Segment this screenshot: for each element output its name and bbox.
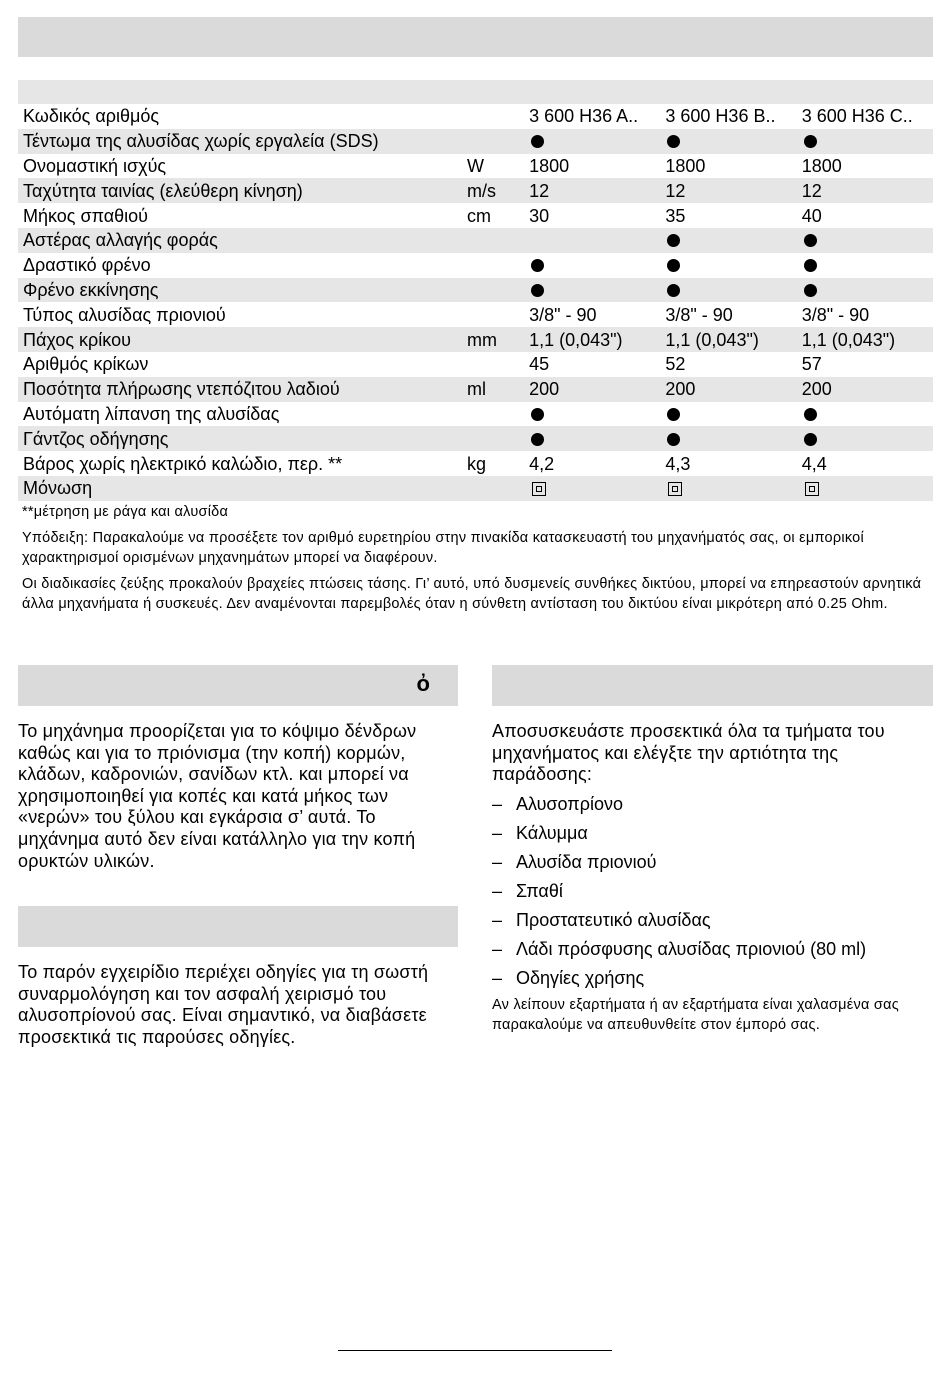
row-label: Τύπος αλυσίδας πριονιού [18, 302, 462, 327]
table-row [18, 154, 933, 179]
table-row [18, 278, 933, 303]
bullet-dot-icon [804, 234, 817, 247]
delivery-intro-text: Αποσυσκευάστε προσεκτικά όλα τα τμήματα του μηχανήματος και ελέγξτε την αρτιότητα της παράδοσης: [492, 721, 885, 785]
footer-rule [338, 1350, 612, 1351]
header-cell [797, 80, 933, 104]
technical-data-table [18, 80, 933, 501]
value-cell: 3 600 H36 B.. [660, 104, 796, 129]
feature-present-cell [797, 228, 933, 253]
feature-present-cell [797, 426, 933, 451]
bullet-dot-icon [531, 433, 544, 446]
row-label: Αυτόματη λίπανση της αλυσίδας [18, 402, 462, 427]
row-label: Μήκος σπαθιού [18, 203, 462, 228]
row-unit [462, 129, 524, 154]
value-cell: 4,4 [797, 451, 933, 476]
row-label: Κωδικός αριθμός [18, 104, 462, 129]
table-header-row [18, 80, 933, 104]
row-label: Φρένο εκκίνησης [18, 278, 462, 303]
header-cell [462, 80, 524, 104]
double-insulation-icon [532, 482, 546, 496]
list-dash: – [492, 968, 503, 988]
row-label: Αριθμός κρίκων [18, 352, 462, 377]
footnote: **μέτρηση με ράγα και αλυσίδα [22, 504, 229, 520]
list-item [492, 820, 866, 849]
bullet-dot-icon [804, 408, 817, 421]
list-item [492, 965, 866, 994]
table-row [18, 178, 933, 203]
row-unit [462, 302, 524, 327]
row-label: Πάχος κρίκου [18, 327, 462, 352]
double-insulation-icon [805, 482, 819, 496]
row-label: Μόνωση [18, 476, 462, 501]
feature-present-cell [524, 253, 660, 278]
list-item-text: Λάδι πρόσφυσης αλυσίδας πριονιού (80 ml) [516, 939, 867, 959]
value-cell: 3/8" - 90 [524, 302, 660, 327]
header-cell [660, 80, 796, 104]
value-cell: 3/8" - 90 [797, 302, 933, 327]
list-dash: – [492, 823, 503, 843]
list-item-text: Αλυσοπρίονο [516, 794, 623, 814]
row-unit [462, 476, 524, 501]
value-cell: 12 [524, 178, 660, 203]
table-row [18, 451, 933, 476]
section-header-intended-use [18, 665, 458, 706]
bullet-dot-icon [667, 433, 680, 446]
value-cell: 200 [660, 377, 796, 402]
bullet-dot-icon [804, 135, 817, 148]
table-row [18, 129, 933, 154]
value-cell: 12 [797, 178, 933, 203]
value-cell: 1800 [524, 154, 660, 179]
list-dash: – [492, 881, 503, 901]
intended-use-text: Το μηχάνημα προορίζεται για το κόψιμο δένδρων καθώς και για το πριόνισμα (την κοπή) κορμών, κλάδων, καδρονιών, σανίδων κτλ. και μπορεί να χρησιμοποιηθεί για κοπές και κατά μήκος των «νερών» του ξύλου και εγκάρσια σ’ αυτά. Το μηχάνημα αυτό δεν είναι κατάλληλο για την κοπή ορυκτών υλικών. [18, 721, 417, 871]
value-cell: 3 600 H36 C.. [797, 104, 933, 129]
table-row [18, 302, 933, 327]
value-cell: 1,1 (0,043") [524, 327, 660, 352]
value-cell: 1800 [660, 154, 796, 179]
insulation-cell [797, 476, 933, 501]
list-dash: – [492, 910, 503, 930]
bullet-dot-icon [531, 284, 544, 297]
row-unit: mm [462, 327, 524, 352]
delivery-items-list [492, 791, 866, 994]
value-cell: 4,2 [524, 451, 660, 476]
bullet-dot-icon [531, 408, 544, 421]
value-cell: 200 [524, 377, 660, 402]
row-unit [462, 253, 524, 278]
feature-present-cell [660, 402, 796, 427]
row-label: Δραστικό φρένο [18, 253, 462, 278]
bullet-dot-icon [531, 135, 544, 148]
list-item-text: Σπαθί [516, 881, 563, 901]
table-row [18, 352, 933, 377]
list-dash: – [492, 852, 503, 872]
value-cell: 52 [660, 352, 796, 377]
bullet-dot-icon [804, 284, 817, 297]
feature-present-cell [797, 278, 933, 303]
list-item [492, 849, 866, 878]
table-row [18, 426, 933, 451]
bullet-dot-icon [667, 284, 680, 297]
value-cell: 3/8" - 90 [660, 302, 796, 327]
list-dash: – [492, 794, 503, 814]
row-unit: kg [462, 451, 524, 476]
row-unit [462, 228, 524, 253]
feature-present-cell [524, 129, 660, 154]
feature-present-cell [660, 278, 796, 303]
table-row [18, 377, 933, 402]
insulation-cell [660, 476, 796, 501]
feature-present-cell [797, 129, 933, 154]
bullet-dot-icon [667, 259, 680, 272]
bullet-dot-icon [531, 259, 544, 272]
list-item-text: Αλυσίδα πριονιού [516, 852, 657, 872]
value-cell: 1,1 (0,043") [660, 327, 796, 352]
feature-present-cell [660, 228, 796, 253]
row-label: Τέντωμα της αλυσίδας χωρίς εργαλεία (SDS) [18, 129, 462, 154]
table-row [18, 476, 933, 501]
table-row [18, 104, 933, 129]
section-header-delivery-scope [492, 665, 933, 706]
row-label: Ποσότητα πλήρωσης ντεπόζιτου λαδιού [18, 377, 462, 402]
insulation-cell [524, 476, 660, 501]
model-number-note: Υπόδειξη: Παρακαλούμε να προσέξετε τον αριθμό ευρετηρίου στην πινακίδα κατασκευαστή του μηχανήματός σας, οι εμπορικοί χαρακτηρισμοί ορισμένων μηχανημάτων μπορεί να διαφέρουν. [22, 530, 864, 566]
row-unit: W [462, 154, 524, 179]
value-cell: 45 [524, 352, 660, 377]
row-unit: m/s [462, 178, 524, 203]
row-label: Βάρος χωρίς ηλεκτρικό καλώδιο, περ. ** [18, 451, 462, 476]
bullet-dot-icon [804, 259, 817, 272]
row-unit: ml [462, 377, 524, 402]
list-item [492, 791, 866, 820]
section-header-about-manual [18, 906, 458, 947]
value-cell [524, 228, 660, 253]
header-cell [18, 80, 462, 104]
header-cell [524, 80, 660, 104]
list-item-text: Προστατευτικό αλυσίδας [516, 910, 711, 930]
voltage-drop-note: Οι διαδικασίες ζεύξης προκαλούν βραχείες πτώσεις τάσης. Γι’ αυτό, υπό δυσμενείς συνθήκες δικτύου, μπορεί να επηρεαστούν αρνητικά άλλα μηχανήματα ή συσκευές. Δεν αναμένονται παρεμβολές όταν η σύνθετη αντίσταση του δικτύου είναι μικρότερη από 0.25 Ohm. [22, 576, 922, 612]
value-cell: 30 [524, 203, 660, 228]
value-cell: 4,3 [660, 451, 796, 476]
row-unit [462, 426, 524, 451]
feature-present-cell [660, 253, 796, 278]
list-item [492, 907, 866, 936]
feature-present-cell [660, 426, 796, 451]
table-row [18, 253, 933, 278]
row-label: Ονομαστική ισχύς [18, 154, 462, 179]
manual-intro-text: Το παρόν εγχειρίδιο περιέχει οδηγίες για τη σωστή συναρμολόγηση και τον ασφαλή χειρισμό του αλυσοπρίονού σας. Είναι σημαντικό, να διαβάσετε προσεκτικά τις παρούσες οδηγίες. [18, 962, 429, 1047]
table-row [18, 203, 933, 228]
value-cell: 40 [797, 203, 933, 228]
row-unit: cm [462, 203, 524, 228]
list-item-text: Οδηγίες χρήσης [516, 968, 645, 988]
double-insulation-icon [668, 482, 682, 496]
bullet-dot-icon [667, 234, 680, 247]
row-unit [462, 104, 524, 129]
row-label: Ταχύτητα ταινίας (ελεύθερη κίνηση) [18, 178, 462, 203]
feature-present-cell [524, 402, 660, 427]
row-unit [462, 278, 524, 303]
delivery-note: Αν λείπουν εξαρτήματα ή αν εξαρτήματα είναι χαλασμένα σας παρακαλούμε να απευθυνθείτε στον έμπορό σας. [492, 997, 899, 1033]
table-row [18, 402, 933, 427]
value-cell: 12 [660, 178, 796, 203]
row-unit [462, 352, 524, 377]
value-cell: 1800 [797, 154, 933, 179]
feature-present-cell [660, 129, 796, 154]
bullet-dot-icon [804, 433, 817, 446]
header-band [18, 17, 933, 57]
list-item [492, 878, 866, 907]
row-unit [462, 402, 524, 427]
value-cell: 200 [797, 377, 933, 402]
row-label: Γάντζος οδήγησης [18, 426, 462, 451]
list-item-text: Κάλυμμα [516, 823, 588, 843]
bullet-dot-icon [667, 135, 680, 148]
table-row [18, 327, 933, 352]
section-heading-fragment: ὀ [416, 671, 430, 696]
feature-present-cell [524, 426, 660, 451]
feature-present-cell [524, 278, 660, 303]
value-cell: 3 600 H36 A.. [524, 104, 660, 129]
list-item [492, 936, 866, 965]
value-cell: 57 [797, 352, 933, 377]
feature-present-cell [797, 253, 933, 278]
bullet-dot-icon [667, 408, 680, 421]
list-dash: – [492, 939, 503, 959]
value-cell: 35 [660, 203, 796, 228]
row-label: Αστέρας αλλαγής φοράς [18, 228, 462, 253]
table-row [18, 228, 933, 253]
value-cell: 1,1 (0,043") [797, 327, 933, 352]
feature-present-cell [797, 402, 933, 427]
